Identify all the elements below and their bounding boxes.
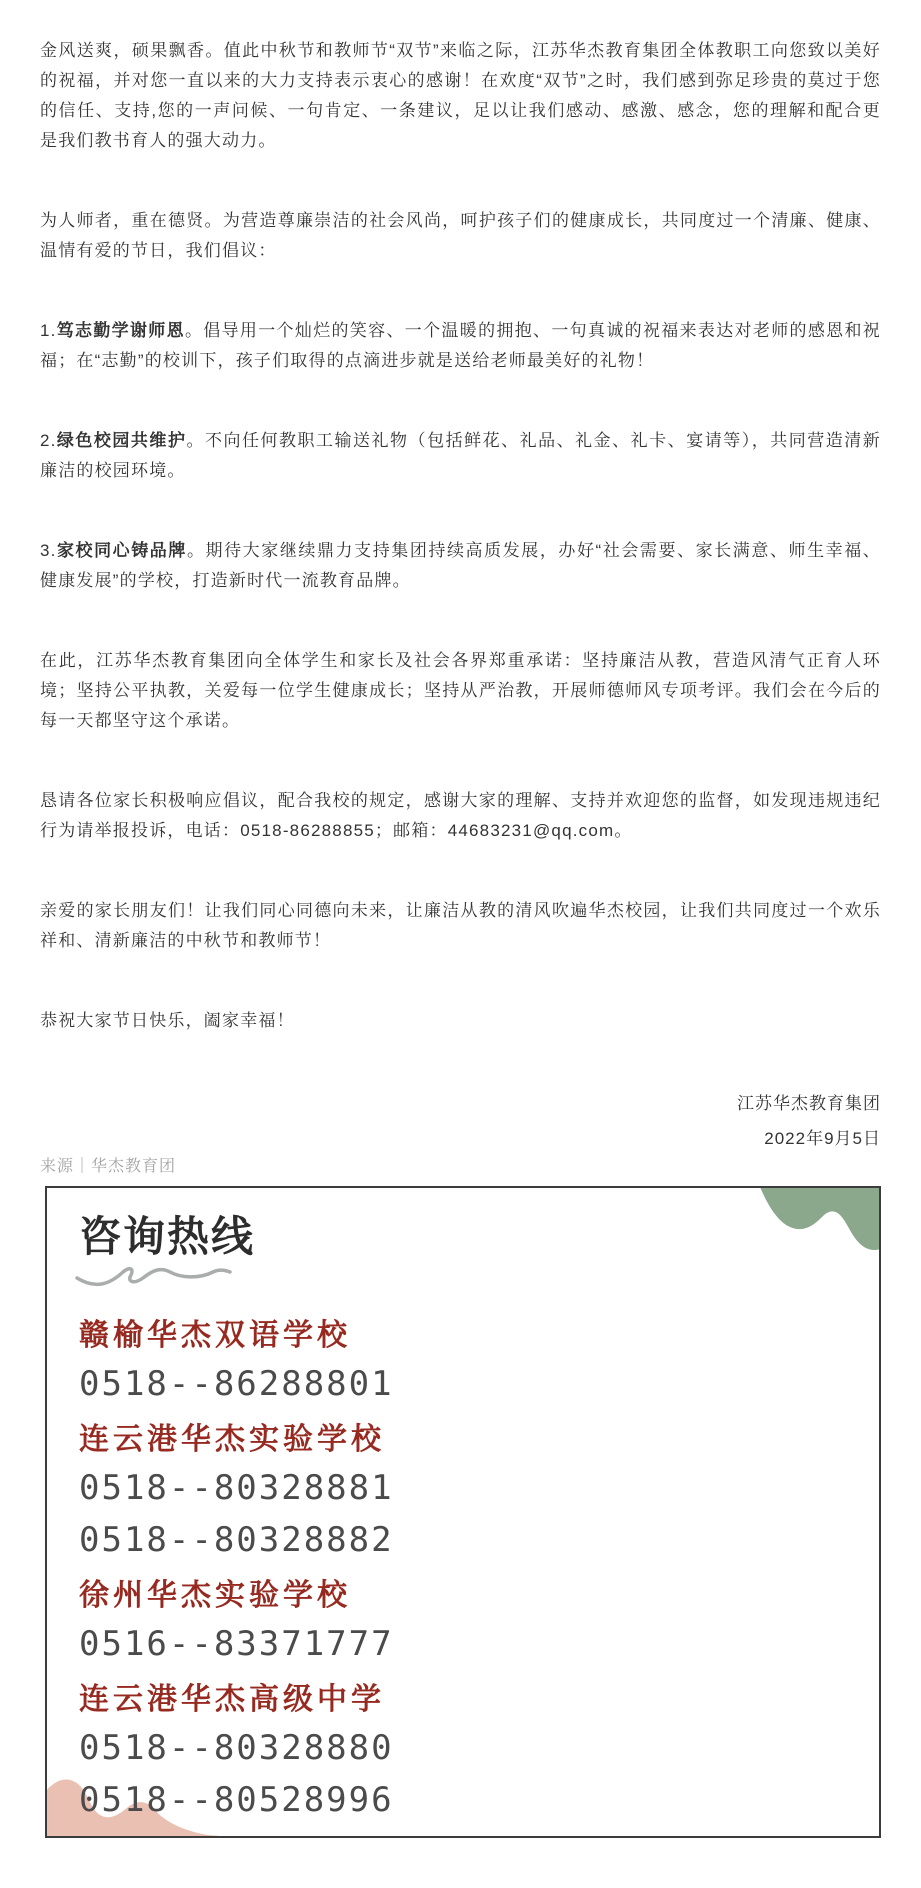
item-2-text: 。不向任何教职工输送礼物（包括鲜花、礼品、礼金、礼卡、宴请等），共同营造清新廉洁的校园环境。	[40, 431, 881, 480]
paragraph-greeting: 金风送爽，硕果飘香。值此中秋节和教师节“双节”来临之际，江苏华杰教育集团全体教职工向您致以美好的祝福，并对您一直以来的大力支持表示衷心的感谢！在欢度“双节”之时，我们感到弥足珍贵的莫过于您的信任、支持,您的一声问候、一句肯定、一条建议，足以让我们感动、感激、感念，您的理解和配合更是我们教书育人的强大动力。	[40, 41, 881, 150]
item-3-text: 。期待大家继续鼎力支持集团持续高质发展，办好“社会需要、家长满意、师生幸福、健康发展”的学校，打造新时代一流教育品牌。	[40, 541, 882, 590]
hotline-card	[45, 1186, 881, 1838]
hotline-title: 咨询热线	[79, 1213, 256, 1260]
hotline-card-body	[47, 1188, 879, 1826]
paragraph-initiative-intro: 为人师者，重在德贤。为营造尊廉崇洁的社会风尚，呵护孩子们的健康成长，共同度过一个清廉、健康、温情有爱的节日，我们倡议：	[40, 211, 881, 260]
hotline-list	[79, 1306, 879, 1826]
phone-number: 0518--80328881	[79, 1468, 394, 1508]
paragraph-appeal-contact: 恳请各位家长积极响应倡议，配合我校的规定，感谢大家的理解、支持并欢迎您的监督，如发现违规违纪行为请举报投诉，电话：0518-86288855；邮箱：44683231@qq.com。	[40, 791, 881, 840]
item-2-number: 2.	[40, 431, 57, 450]
paragraph-promise: 在此，江苏华杰教育集团向全体学生和家长及社会各界郑重承诺：坚持廉洁从教，营造风清气正育人环境；坚持公平执教，关爱每一位学生健康成长；坚持从严治教，开展师德师风专项考评。我们会在今后的每一天都坚守这个承诺。	[40, 651, 881, 730]
phone-number: 0518--80528996	[79, 1780, 394, 1820]
signature-date: 2022年9月5日	[764, 1129, 881, 1148]
item-1-number: 1.	[40, 321, 57, 340]
phone-number: 0518--80328880	[79, 1728, 394, 1768]
phone-number: 0518--86288801	[79, 1364, 394, 1404]
item-2-title: 绿色校园共维护	[56, 431, 187, 450]
item-3-number: 3.	[40, 541, 57, 560]
phone-number: 0516--83371777	[79, 1624, 394, 1664]
school-name: 赣榆华杰双语学校	[79, 1319, 351, 1352]
proposal-item-1	[40, 316, 881, 376]
squiggle-underline	[73, 1262, 235, 1288]
signature-org: 江苏华杰教育集团	[737, 1094, 881, 1113]
item-3-title: 家校同心铸品牌	[56, 541, 187, 560]
paragraph-wish: 恭祝大家节日快乐，阖家幸福！	[40, 1011, 295, 1030]
phone-number: 0518--80328882	[79, 1520, 394, 1560]
item-1-text: 。倡导用一个灿烂的笑容、一个温暖的拥抱、一句真诚的祝福来表达对老师的感恩和祝福；在“志勤”的校训下，孩子们取得的点滴进步就是送给老师最美好的礼物！	[40, 321, 881, 370]
proposal-item-2	[40, 426, 881, 486]
item-1-title: 笃志勤学谢师恩	[56, 321, 185, 340]
school-name: 连云港华杰高级中学	[79, 1683, 385, 1716]
source-line: 来源｜华杰教育团	[40, 1158, 177, 1175]
school-name: 连云港华杰实验学校	[79, 1423, 385, 1456]
paragraph-dear-parents: 亲爱的家长朋友们！让我们同心同德向未来，让廉洁从教的清风吹遍华杰校园，让我们共同度过一个欢乐祥和、清新廉洁的中秋节和教师节！	[40, 901, 881, 950]
school-name: 徐州华杰实验学校	[79, 1579, 351, 1612]
signature-block	[40, 1086, 881, 1156]
proposal-item-3	[40, 536, 881, 596]
